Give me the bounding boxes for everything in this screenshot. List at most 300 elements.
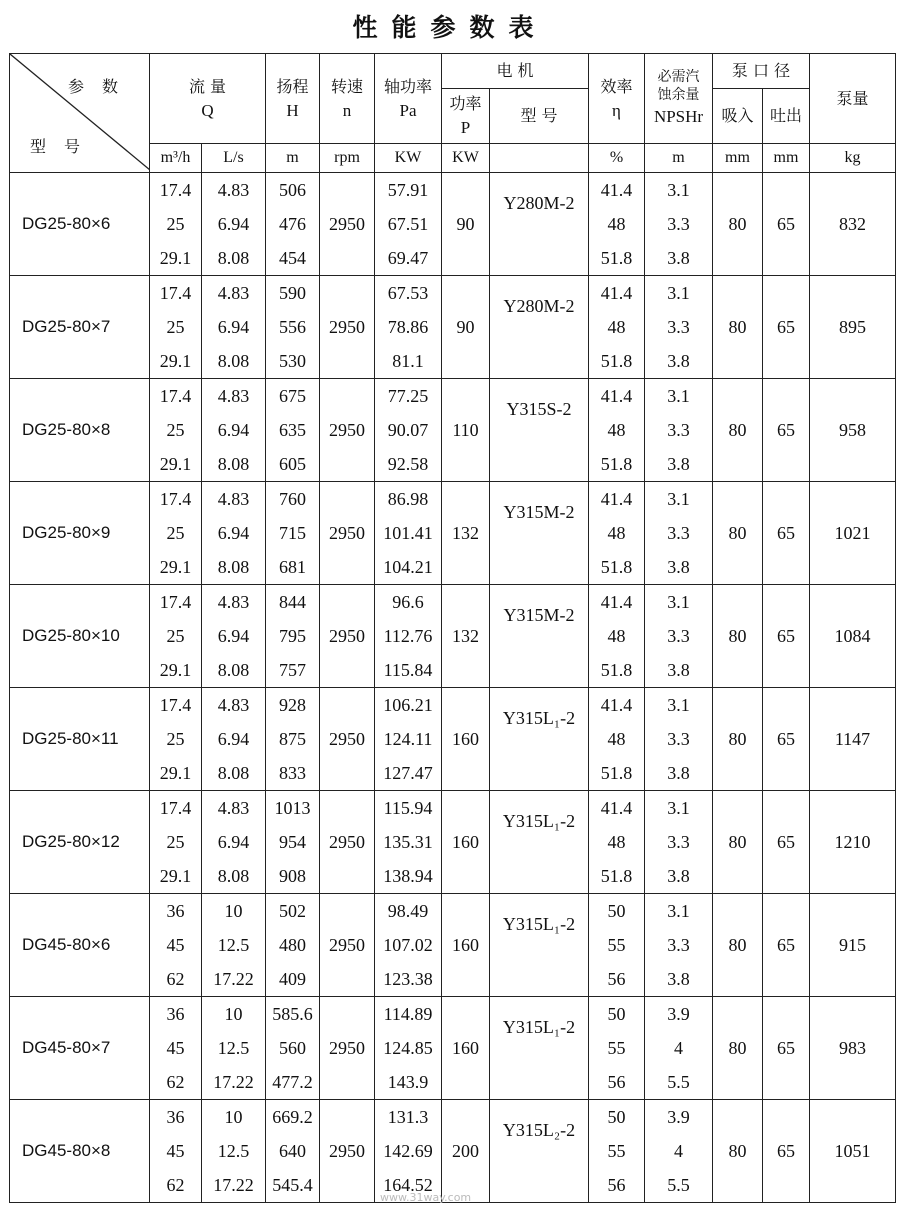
shaft-power-cell <box>375 688 442 791</box>
head-value: 502 <box>279 901 306 921</box>
flow-m3h-value: 62 <box>166 969 185 989</box>
npsh-value: 3.8 <box>667 248 690 268</box>
npsh-cell <box>645 688 713 791</box>
flow-m3h-value: 25 <box>166 214 185 234</box>
efficiency-value: 51.8 <box>600 660 633 680</box>
npsh-cell <box>645 379 713 482</box>
head-value: 477.2 <box>272 1072 313 1092</box>
npsh-value: 3.3 <box>667 420 690 440</box>
motor-power-cell: 132 <box>442 482 490 585</box>
flow-m3h-value: 17.4 <box>159 489 192 509</box>
efficiency-value: 50 <box>607 1004 626 1024</box>
head-value: 928 <box>279 695 306 715</box>
inlet-cell: 80 <box>713 791 763 894</box>
npsh-value: 3.1 <box>667 283 690 303</box>
speed-cell: 2950 <box>320 894 375 997</box>
efficiency-value: 51.8 <box>600 351 633 371</box>
table-row <box>10 173 896 276</box>
table-row <box>10 1100 896 1203</box>
flow-m3h-cell <box>150 585 202 688</box>
npsh-value: 5.5 <box>667 1072 690 1092</box>
inlet-cell: 80 <box>713 894 763 997</box>
speed-cell: 2950 <box>320 585 375 688</box>
flow-m3h-value: 29.1 <box>159 248 192 268</box>
outlet-cell: 65 <box>763 482 810 585</box>
flow-ls-value: 17.22 <box>213 1175 254 1195</box>
weight-cell: 895 <box>810 276 896 379</box>
motor-model-cell: Y280M-2 <box>490 276 589 379</box>
efficiency-value: 41.4 <box>600 798 633 818</box>
npsh-value: 3.3 <box>667 214 690 234</box>
head-value: 681 <box>279 557 306 577</box>
motor-model-cell: Y315L₂-2 <box>490 1100 589 1203</box>
shaft-power-value: 143.9 <box>387 1072 429 1092</box>
outlet-cell: 65 <box>763 173 810 276</box>
npsh-value: 3.8 <box>667 763 690 783</box>
head-value: 795 <box>279 626 306 646</box>
head-value: 715 <box>279 523 306 543</box>
flow-ls-value: 6.94 <box>217 214 250 234</box>
speed-cell: 2950 <box>320 791 375 894</box>
head-cell <box>266 791 320 894</box>
flow-ls-cell <box>202 379 266 482</box>
flow-ls-cell <box>202 173 266 276</box>
inlet-cell: 80 <box>713 482 763 585</box>
shaft-power-value: 112.76 <box>383 626 433 646</box>
flow-ls-value: 12.5 <box>217 1141 250 1161</box>
motor-power-cell: 132 <box>442 585 490 688</box>
npsh-value: 3.3 <box>667 317 690 337</box>
outlet-cell: 65 <box>763 791 810 894</box>
shaft-power-value: 131.3 <box>387 1107 429 1127</box>
head-value: 480 <box>279 935 306 955</box>
flow-ls-value: 4.83 <box>217 695 250 715</box>
flow-m3h-value: 25 <box>166 832 185 852</box>
efficiency-cell <box>589 379 645 482</box>
shaft-power-value: 124.85 <box>383 1038 433 1058</box>
outlet-cell: 65 <box>763 688 810 791</box>
flow-m3h-value: 36 <box>166 1004 185 1024</box>
head-value: 908 <box>279 866 306 886</box>
efficiency-value: 51.8 <box>600 763 633 783</box>
table-row <box>10 894 896 997</box>
shaft-power-value: 101.41 <box>383 523 433 543</box>
npsh-value: 4 <box>674 1141 683 1161</box>
flow-m3h-value: 29.1 <box>159 454 192 474</box>
efficiency-cell <box>589 997 645 1100</box>
unit-weight: kg <box>810 144 896 173</box>
outlet-cell: 65 <box>763 1100 810 1203</box>
unit-npsh: m <box>645 144 713 173</box>
head-header <box>266 54 320 144</box>
flow-header-symbol: Q <box>201 100 214 120</box>
table-row <box>10 482 896 585</box>
inlet-cell: 80 <box>713 585 763 688</box>
shaft-power-cell <box>375 1100 442 1203</box>
flow-ls-value: 6.94 <box>217 729 250 749</box>
npsh-cell <box>645 791 713 894</box>
head-value: 506 <box>279 180 306 200</box>
shaft-power-value: 90.07 <box>387 420 429 440</box>
shaft-power-cell <box>375 997 442 1100</box>
flow-m3h-value: 45 <box>166 935 185 955</box>
speed-cell: 2950 <box>320 173 375 276</box>
npsh-cell <box>645 276 713 379</box>
flow-ls-value: 8.08 <box>217 248 250 268</box>
shaft-power-value: 57.91 <box>387 180 429 200</box>
model-cell: DG45-80×7 <box>10 997 150 1100</box>
efficiency-value: 48 <box>607 420 626 440</box>
flow-m3h-value: 29.1 <box>159 660 192 680</box>
motor-power-cell: 160 <box>442 997 490 1100</box>
efficiency-value: 51.8 <box>600 557 633 577</box>
motor-model-header: 型 号 <box>490 89 589 144</box>
npsh-cell <box>645 482 713 585</box>
head-cell <box>266 1100 320 1203</box>
flow-m3h-value: 17.4 <box>159 386 192 406</box>
flow-ls-value: 8.08 <box>217 351 250 371</box>
table-row <box>10 379 896 482</box>
shaft-power-value: 96.6 <box>392 592 424 612</box>
flow-m3h-value: 25 <box>166 420 185 440</box>
head-value: 530 <box>279 351 306 371</box>
efficiency-value: 51.8 <box>600 248 633 268</box>
head-value: 640 <box>279 1141 306 1161</box>
head-header-name: 扬程 <box>276 76 309 96</box>
flow-m3h-value: 17.4 <box>159 798 192 818</box>
npsh-value: 3.3 <box>667 832 690 852</box>
head-cell <box>266 894 320 997</box>
motor-power-cell: 200 <box>442 1100 490 1203</box>
flow-ls-cell <box>202 894 266 997</box>
efficiency-cell <box>589 482 645 585</box>
table-row <box>10 688 896 791</box>
shaft-power-cell <box>375 791 442 894</box>
head-value: 585.6 <box>272 1004 313 1024</box>
npsh-value: 3.8 <box>667 866 690 886</box>
head-value: 954 <box>279 832 306 852</box>
shaft-power-cell <box>375 379 442 482</box>
speed-cell: 2950 <box>320 997 375 1100</box>
motor-model-cell: Y315L₁-2 <box>490 997 589 1100</box>
flow-header-name: 流 量 <box>188 76 227 96</box>
npsh-cell <box>645 1100 713 1203</box>
table-row <box>10 276 896 379</box>
head-header-symbol: H <box>286 100 299 120</box>
npsh-value: 3.8 <box>667 969 690 989</box>
speed-cell: 2950 <box>320 482 375 585</box>
unit-outlet: mm <box>763 144 810 173</box>
flow-ls-value: 4.83 <box>217 489 250 509</box>
npsh-value: 3.3 <box>667 626 690 646</box>
shaft-power-value: 67.53 <box>387 283 429 303</box>
flow-header <box>150 54 266 144</box>
flow-m3h-cell <box>150 997 202 1100</box>
speed-header <box>320 54 375 144</box>
flow-ls-cell <box>202 585 266 688</box>
npsh-header-name-1: 必需汽 <box>657 68 700 85</box>
outlet-cell: 65 <box>763 997 810 1100</box>
weight-cell: 915 <box>810 894 896 997</box>
speed-header-name: 转速 <box>330 76 363 96</box>
flow-ls-value: 6.94 <box>217 832 250 852</box>
head-value: 635 <box>279 420 306 440</box>
outlet-cell: 65 <box>763 894 810 997</box>
npsh-cell <box>645 894 713 997</box>
shaft-power-header-name: 轴功率 <box>383 76 432 96</box>
weight-header: 泵量 <box>810 54 896 144</box>
npsh-value: 3.8 <box>667 351 690 371</box>
weight-cell: 983 <box>810 997 896 1100</box>
unit-speed: rpm <box>320 144 375 173</box>
efficiency-value: 48 <box>607 626 626 646</box>
shaft-power-value: 164.52 <box>383 1175 433 1195</box>
npsh-cell <box>645 997 713 1100</box>
port-group-header: 泵 口 径 <box>713 54 810 89</box>
flow-ls-value: 17.22 <box>213 969 254 989</box>
model-cell: DG25-80×9 <box>10 482 150 585</box>
head-value: 875 <box>279 729 306 749</box>
speed-cell: 2950 <box>320 276 375 379</box>
motor-model-cell: Y315M-2 <box>490 585 589 688</box>
head-cell <box>266 585 320 688</box>
model-cell: DG25-80×7 <box>10 276 150 379</box>
head-value: 1013 <box>274 798 311 818</box>
unit-flow-m3h: m³/h <box>150 144 202 173</box>
flow-m3h-value: 29.1 <box>159 351 192 371</box>
weight-cell: 832 <box>810 173 896 276</box>
efficiency-cell <box>589 276 645 379</box>
npsh-value: 3.8 <box>667 557 690 577</box>
npsh-value: 5.5 <box>667 1175 690 1195</box>
motor-model-cell: Y315S-2 <box>490 379 589 482</box>
flow-m3h-cell <box>150 791 202 894</box>
shaft-power-value: 77.25 <box>387 386 429 406</box>
efficiency-value: 50 <box>607 901 626 921</box>
unit-motor-model <box>490 144 589 173</box>
speed-cell: 2950 <box>320 1100 375 1203</box>
npsh-header-symbol: NPSHr <box>653 106 704 126</box>
corner-param-label: 参数 <box>68 77 137 96</box>
flow-ls-value: 8.08 <box>217 866 250 886</box>
flow-ls-value: 6.94 <box>217 317 250 337</box>
motor-power-header-name: 功率 <box>449 94 482 113</box>
flow-ls-value: 8.08 <box>217 763 250 783</box>
flow-ls-value: 8.08 <box>217 557 250 577</box>
inlet-cell: 80 <box>713 1100 763 1203</box>
flow-m3h-cell <box>150 688 202 791</box>
head-cell <box>266 276 320 379</box>
shaft-power-value: 124.11 <box>383 729 433 749</box>
flow-m3h-value: 29.1 <box>159 763 192 783</box>
unit-inlet: mm <box>713 144 763 173</box>
efficiency-value: 51.8 <box>600 454 633 474</box>
motor-power-cell: 90 <box>442 173 490 276</box>
flow-ls-cell <box>202 1100 266 1203</box>
motor-model-cell: Y315L₁-2 <box>490 688 589 791</box>
flow-ls-value: 6.94 <box>217 626 250 646</box>
efficiency-value: 41.4 <box>600 695 633 715</box>
inlet-header: 吸入 <box>713 89 763 144</box>
shaft-power-cell <box>375 482 442 585</box>
shaft-power-header <box>375 54 442 144</box>
shaft-power-value: 115.94 <box>383 798 433 818</box>
shaft-power-value: 123.38 <box>383 969 433 989</box>
efficiency-value: 56 <box>607 969 626 989</box>
efficiency-value: 41.4 <box>600 592 633 612</box>
head-value: 545.4 <box>272 1175 313 1195</box>
flow-m3h-value: 62 <box>166 1175 185 1195</box>
shaft-power-value: 107.02 <box>383 935 433 955</box>
flow-ls-value: 12.5 <box>217 1038 250 1058</box>
page-title: 性能参数表 <box>352 13 548 42</box>
efficiency-value: 41.4 <box>600 489 633 509</box>
head-value: 833 <box>279 763 306 783</box>
npsh-value: 4 <box>674 1038 683 1058</box>
flow-ls-value: 4.83 <box>217 798 250 818</box>
npsh-value: 3.3 <box>667 935 690 955</box>
shaft-power-header-symbol: Pa <box>399 100 417 120</box>
efficiency-value: 55 <box>607 935 626 955</box>
npsh-value: 3.1 <box>667 695 690 715</box>
efficiency-cell <box>589 894 645 997</box>
head-value: 560 <box>279 1038 306 1058</box>
efficiency-value: 48 <box>607 523 626 543</box>
motor-power-header <box>442 89 490 144</box>
flow-ls-value: 6.94 <box>217 420 250 440</box>
flow-m3h-value: 17.4 <box>159 592 192 612</box>
shaft-power-value: 81.1 <box>392 351 424 371</box>
shaft-power-cell <box>375 276 442 379</box>
corner-header-cell <box>10 54 150 173</box>
motor-power-cell: 160 <box>442 791 490 894</box>
npsh-cell <box>645 173 713 276</box>
head-value: 476 <box>279 214 306 234</box>
efficiency-value: 48 <box>607 214 626 234</box>
flow-m3h-value: 17.4 <box>159 283 192 303</box>
npsh-value: 3.3 <box>667 523 690 543</box>
npsh-value: 3.9 <box>667 1107 690 1127</box>
weight-cell: 1021 <box>810 482 896 585</box>
efficiency-value: 48 <box>607 832 626 852</box>
flow-m3h-value: 17.4 <box>159 180 192 200</box>
efficiency-value: 48 <box>607 729 626 749</box>
flow-m3h-value: 45 <box>166 1038 185 1058</box>
flow-ls-value: 17.22 <box>213 1072 254 1092</box>
flow-m3h-value: 17.4 <box>159 695 192 715</box>
flow-ls-value: 8.08 <box>217 454 250 474</box>
efficiency-value: 48 <box>607 317 626 337</box>
efficiency-value: 41.4 <box>600 386 633 406</box>
flow-m3h-value: 62 <box>166 1072 185 1092</box>
flow-ls-cell <box>202 791 266 894</box>
flow-m3h-cell <box>150 482 202 585</box>
flow-ls-value: 4.83 <box>217 386 250 406</box>
inlet-cell: 80 <box>713 688 763 791</box>
npsh-value: 3.1 <box>667 901 690 921</box>
shaft-power-value: 114.89 <box>383 1004 433 1024</box>
efficiency-header <box>589 54 645 144</box>
flow-ls-cell <box>202 688 266 791</box>
unit-efficiency: % <box>589 144 645 173</box>
table-row <box>10 585 896 688</box>
table-row <box>10 791 896 894</box>
head-value: 454 <box>279 248 306 268</box>
flow-ls-value: 4.83 <box>217 592 250 612</box>
efficiency-value: 51.8 <box>600 866 633 886</box>
model-cell: DG45-80×8 <box>10 1100 150 1203</box>
model-cell: DG25-80×10 <box>10 585 150 688</box>
npsh-value: 3.1 <box>667 489 690 509</box>
shaft-power-cell <box>375 894 442 997</box>
head-value: 556 <box>279 317 306 337</box>
motor-model-cell: Y280M-2 <box>490 173 589 276</box>
efficiency-cell <box>589 688 645 791</box>
speed-header-symbol: n <box>342 100 352 120</box>
flow-ls-value: 6.94 <box>217 523 250 543</box>
head-value: 760 <box>279 489 306 509</box>
npsh-value: 3.8 <box>667 454 690 474</box>
efficiency-value: 41.4 <box>600 283 633 303</box>
model-cell: DG25-80×12 <box>10 791 150 894</box>
table-body <box>10 173 896 1203</box>
shaft-power-cell <box>375 585 442 688</box>
flow-m3h-cell <box>150 894 202 997</box>
flow-ls-cell <box>202 482 266 585</box>
model-cell: DG45-80×6 <box>10 894 150 997</box>
shaft-power-value: 138.94 <box>383 866 433 886</box>
shaft-power-value: 92.58 <box>387 454 429 474</box>
flow-m3h-value: 25 <box>166 317 185 337</box>
flow-ls-cell <box>202 997 266 1100</box>
npsh-header <box>645 54 713 144</box>
head-value: 590 <box>279 283 306 303</box>
efficiency-value: 56 <box>607 1175 626 1195</box>
flow-m3h-value: 36 <box>166 1107 185 1127</box>
efficiency-cell <box>589 1100 645 1203</box>
shaft-power-value: 86.98 <box>387 489 429 509</box>
weight-cell: 1210 <box>810 791 896 894</box>
corner-model-label: 型号 <box>30 137 99 156</box>
inlet-cell: 80 <box>713 379 763 482</box>
npsh-value: 3.8 <box>667 660 690 680</box>
outlet-cell: 65 <box>763 379 810 482</box>
inlet-cell: 80 <box>713 173 763 276</box>
npsh-value: 3.1 <box>667 798 690 818</box>
head-cell <box>266 688 320 791</box>
shaft-power-value: 127.47 <box>383 763 433 783</box>
flow-m3h-cell <box>150 1100 202 1203</box>
flow-ls-value: 12.5 <box>217 935 250 955</box>
watermark: www.31way.com <box>380 1191 472 1204</box>
outlet-header: 吐出 <box>763 89 810 144</box>
flow-m3h-value: 25 <box>166 523 185 543</box>
shaft-power-value: 78.86 <box>387 317 429 337</box>
head-value: 409 <box>279 969 306 989</box>
motor-power-cell: 90 <box>442 276 490 379</box>
efficiency-value: 55 <box>607 1141 626 1161</box>
motor-model-cell: Y315L₁-2 <box>490 894 589 997</box>
inlet-cell: 80 <box>713 997 763 1100</box>
npsh-value: 3.9 <box>667 1004 690 1024</box>
motor-group-header: 电 机 <box>442 54 589 89</box>
flow-ls-value: 10 <box>224 901 243 921</box>
shaft-power-value: 115.84 <box>383 660 433 680</box>
efficiency-value: 55 <box>607 1038 626 1058</box>
motor-power-cell: 160 <box>442 894 490 997</box>
shaft-power-value: 104.21 <box>383 557 433 577</box>
shaft-power-value: 67.51 <box>387 214 429 234</box>
